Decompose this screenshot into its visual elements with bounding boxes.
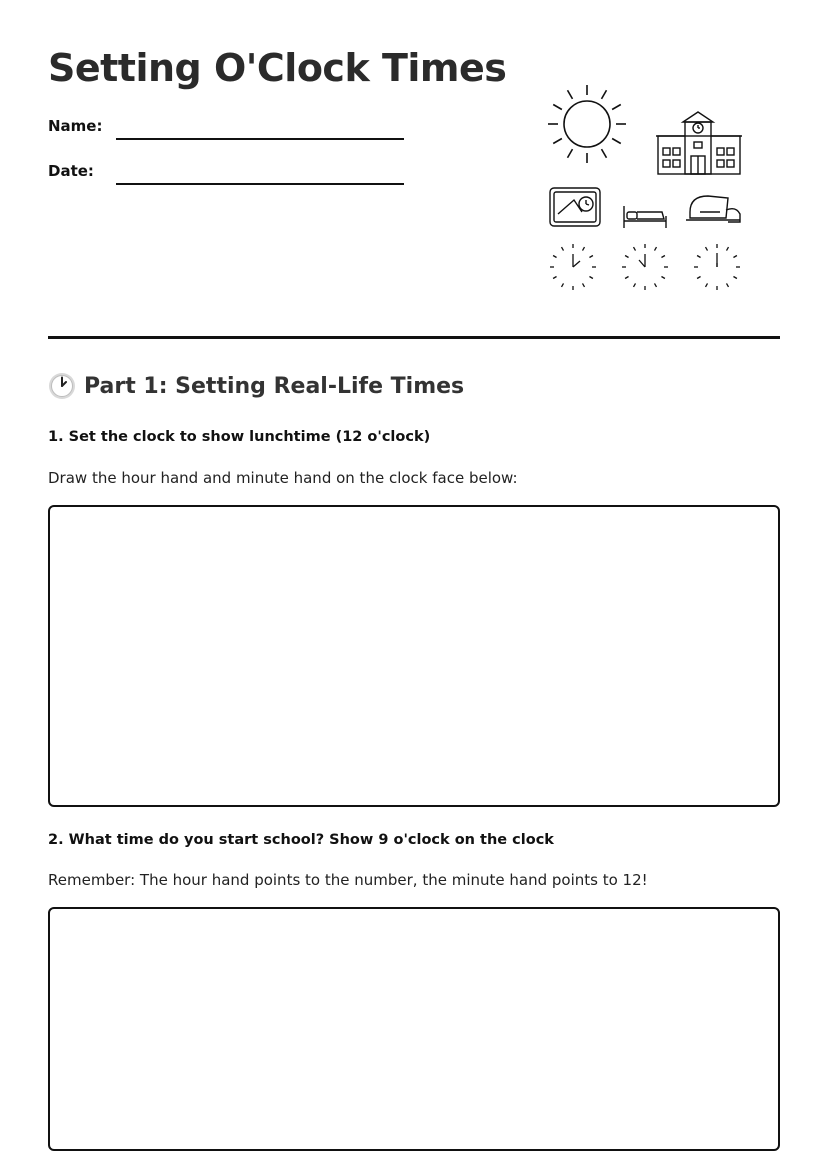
question-1-title: 1. Set the clock to show lunchtime (12 o'clock): [48, 429, 431, 445]
clock-icon: [550, 244, 740, 290]
alarm-clock-icon: [550, 188, 600, 226]
school-building-icon: [656, 112, 742, 174]
name-label: Name:: [48, 117, 103, 135]
time-of-day-illustration: [540, 78, 750, 298]
question-2-instruction: Remember: The hour hand points to the number, the minute hand points to 12!: [48, 871, 648, 889]
worksheet-title: Setting O'Clock Times: [48, 46, 507, 90]
section-divider: [48, 336, 780, 339]
date-line[interactable]: [116, 183, 404, 185]
lunch-icon: [686, 196, 740, 222]
question-1-answer-box[interactable]: [48, 505, 780, 807]
sun-icon: [548, 85, 626, 163]
bed-icon: [624, 206, 666, 228]
part-1-heading: [48, 372, 464, 400]
question-2-answer-box[interactable]: [48, 907, 780, 1151]
clock-emoji-icon: [48, 372, 76, 400]
name-line[interactable]: [116, 138, 404, 140]
question-2-title: 2. What time do you start school? Show 9 o'clock on the clock: [48, 832, 554, 848]
question-1-instruction: Draw the hour hand and minute hand on the clock face below:: [48, 469, 518, 487]
part-1-heading-text: Part 1: Setting Real-Life Times: [84, 373, 465, 399]
date-label: Date:: [48, 162, 94, 180]
